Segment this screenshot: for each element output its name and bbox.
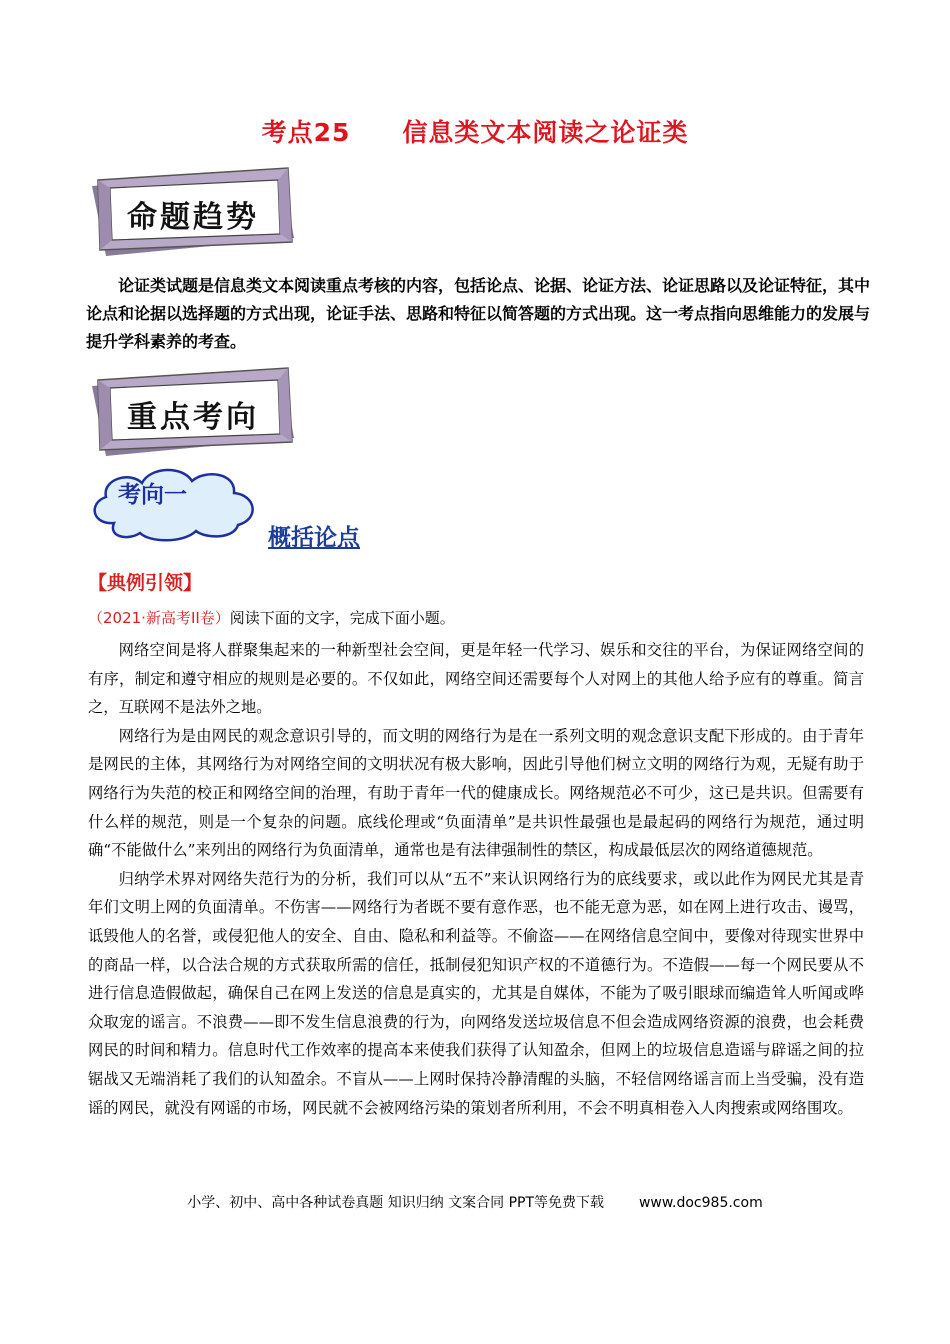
source-instruction: 阅读下面的文字，完成下面小题。 bbox=[229, 609, 455, 627]
intro-paragraph: 论证类试题是信息类文本阅读重点考核的内容，包括论点、论据、论证方法、论证思路以及论证特征，其中论点和论据以选择题的方式出现，论证手法、思路和特征以简答题的方式出现。这一考点指向思维能力的发展与提升学科素养的考查。 bbox=[86, 276, 871, 351]
direction-label: 考向一 bbox=[118, 482, 187, 508]
example-heading: 【典例引领】 bbox=[88, 572, 203, 594]
reading-passage bbox=[88, 636, 864, 1122]
source-line bbox=[88, 607, 455, 628]
banner-label: 重点考向 bbox=[127, 400, 259, 435]
page-title bbox=[0, 113, 950, 149]
passage-paragraph: 网络行为是由网民的观念意识引导的，而文明的网络行为是在一系列文明的观念意识支配下形成的。由于青年是网民的主体，其网络行为对网络空间的文明状况有极大影响，因此引导他们树立文明的网络行为观，无疑有助于网络行为失范的校正和网络空间的治理，有助于青年一代的健康成长。网络规范必不可少，这已是共识。但需要有什么样的规范，则是一个复杂的问题。底线伦理或“负面清单”是共识性最强也是最起码的网络行为规范，通过明确“不能做什么”来列出的网络行为负面清单，通常也是有法律强制性的禁区，构成最低层次的网络道德规范。 bbox=[88, 726, 864, 860]
footer-url[interactable]: www.doc985.com bbox=[638, 1195, 763, 1211]
title-part1: 考点25 bbox=[261, 118, 351, 147]
page-footer bbox=[0, 1192, 950, 1212]
title-part2: 信息类文本阅读之论证类 bbox=[402, 118, 689, 147]
section-banner-trend bbox=[88, 166, 298, 262]
passage-paragraph: 网络空间是将人群聚集起来的一种新型社会空间，更是年轻一代学习、娱乐和交往的平台，为保证网络空间的有序，制定和遵守相应的规则是必要的。不仅如此，网络空间还需要每个人对网上的其他人给予应有的尊重。简言之，互联网不是法外之地。 bbox=[88, 641, 864, 717]
footer-text: 小学、初中、高中各种试卷真题 知识归纳 文案合同 PPT等免费下载 bbox=[187, 1195, 605, 1211]
topic-link[interactable]: 概括论点 bbox=[268, 525, 360, 551]
source-tag: （2021·新高考II卷） bbox=[88, 609, 230, 627]
passage-paragraph: 归纳学术界对网络失范行为的分析，我们可以从“五不”来认识网络行为的底线要求，或以此作为网民尤其是青年们文明上网的负面清单。不伤害——网络行为者既不要有意作恶，也不能无意为恶，如在网上进行攻击、谩骂，诋毁他人的名誉，或侵犯他人的安全、自由、隐私和利益等。不偷盗——在网络信息空间中，要像对待现实世界中的商品一样，以合法合规的方式获取所需的信任，抵制侵犯知识产权的不道德行为。不造假——每一个网民要从不进行信息造假做起，确保自己在网上发送的信息是真实的，尤其是自媒体，不能为了吸引眼球而编造耸人听闻或哗众取宠的谣言。不浪费——即不发生信息浪费的行为，向网络发送垃圾信息不但会造成网络资源的浪费，也会耗费网民的时间和精力。信息时代工作效率的提高本来使我们获得了认知盈余，但网上的垃圾信息造谣与辟谣之间的拉锯战又无端消耗了我们的认知盈余。不盲从——上网时保持冷静清醒的头脑，不轻信网络谣言而上当受骗，没有造谣的网民，就没有网谣的市场，网民就不会被网络污染的策划者所利用，不会不明真相卷入人肉搜索或网络围攻。 bbox=[88, 869, 864, 1117]
banner-label: 命题趋势 bbox=[127, 200, 259, 235]
section-banner-focus bbox=[88, 366, 298, 462]
